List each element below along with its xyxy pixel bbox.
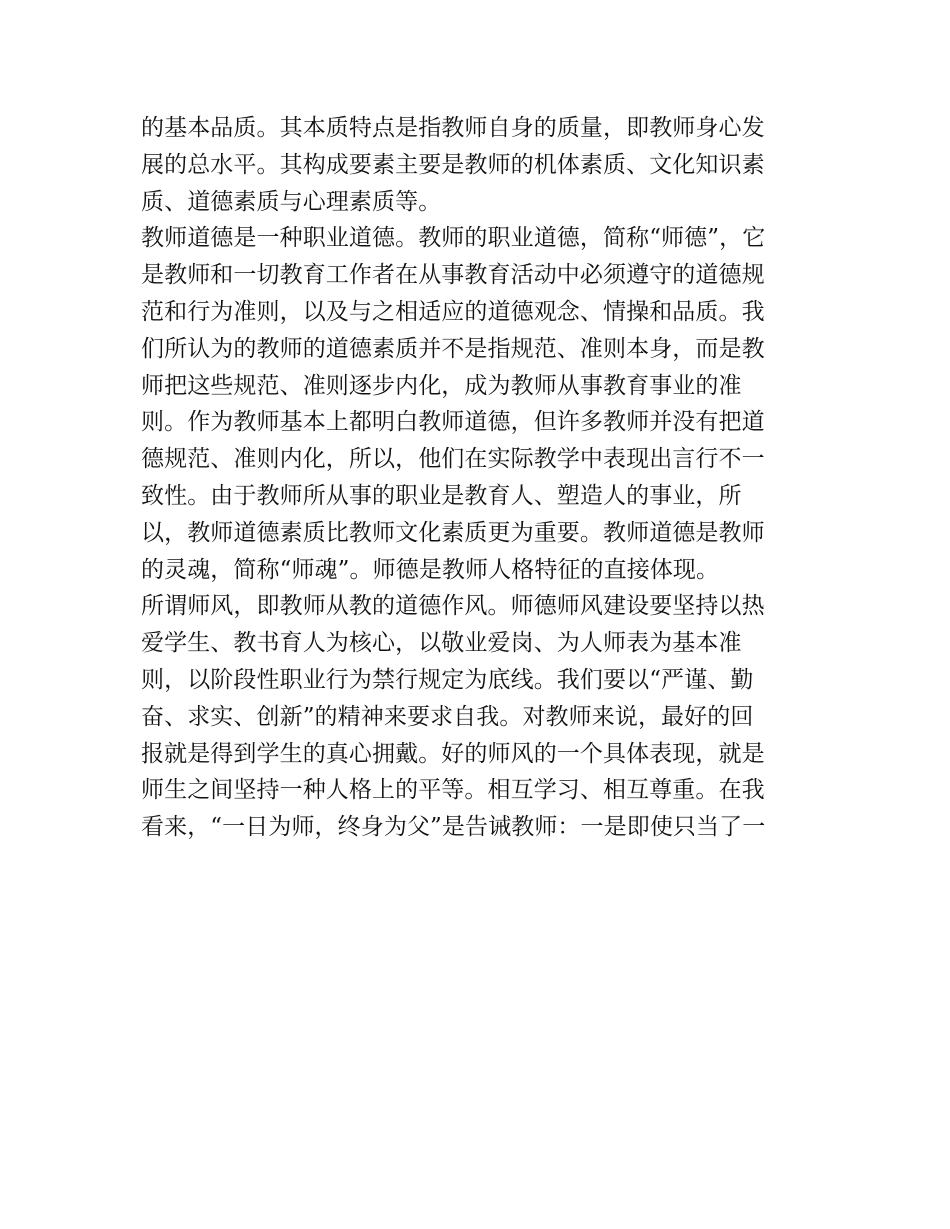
text-line: 看来，“一日为师，终身为父”是告诫教师：一是即使只当了一 [141, 814, 766, 841]
text-line: 所谓师风，即教师从教的道德作风。师德师风建设要坚持以热 [141, 593, 765, 620]
text-line: 范和行为准则，以及与之相适应的道德观念、情操和品质。我 [141, 298, 765, 325]
text-line: 的灵魂，简称“师魂”。师德是教师人格特征的直接体现。 [141, 556, 720, 583]
text-line: 报就是得到学生的真心拥戴。好的师风的一个具体表现，就是 [141, 740, 765, 767]
text-line: 德规范、准则内化，所以，他们在实际教学中表现出言行不一 [141, 446, 765, 473]
text-line: 则。作为教师基本上都明白教师道德，但许多教师并没有把道 [141, 409, 765, 436]
text-line: 爱学生、教书育人为核心，以敬业爱岗、为人师表为基本准 [141, 630, 742, 657]
text-line: 是教师和一切教育工作者在从事教育活动中必须遵守的道德规 [141, 262, 765, 289]
document-body [141, 110, 813, 846]
text-line: 的基本品质。其本质特点是指教师自身的质量，即教师身心发 [141, 115, 765, 141]
text-line: 则，以阶段性职业行为禁行规定为底线。我们要以“严谨、勤 [141, 666, 754, 693]
text-line: 师生之间坚持一种人格上的平等。相互学习、相互尊重。在我 [141, 777, 765, 804]
text-line: 质、道德素质与心理素质等。 [141, 188, 442, 215]
text-line: 教师道德是一种职业道德。教师的职业道德，简称“师德”，它 [141, 225, 766, 252]
text-line: 们所认为的教师的道德素质并不是指规范、准则本身，而是教 [141, 335, 765, 362]
text-line: 展的总水平。其构成要素主要是教师的机体素质、文化知识素 [141, 151, 765, 178]
text-line: 以，教师道德素质比教师文化素质更为重要。教师道德是教师 [141, 519, 765, 546]
text-line: 致性。由于教师所从事的职业是教育人、塑造人的事业，所 [141, 482, 742, 509]
text-line: 奋、求实、创新”的精神来要求自我。对教师来说，最好的回 [141, 703, 754, 730]
text-line: 师把这些规范、准则逐步内化，成为教师从事教育事业的准 [141, 372, 742, 399]
